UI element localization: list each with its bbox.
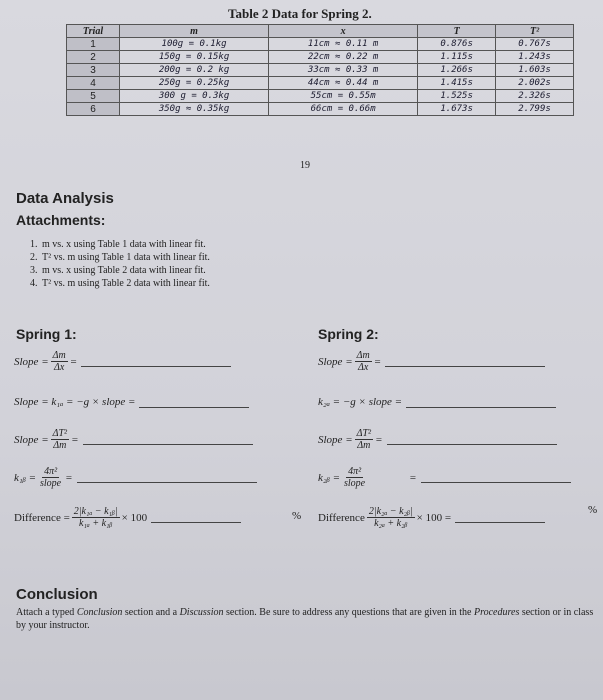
spring2-diff-label: Difference: [318, 511, 365, 524]
spring2-data-table: [66, 24, 574, 116]
answer-blank[interactable]: [77, 472, 257, 483]
frac-num: Δm: [356, 350, 370, 361]
cell-t2: 2.002s: [496, 77, 574, 90]
equals-sign: =: [375, 433, 383, 446]
frac-den: slope: [344, 478, 366, 489]
table-row: [67, 38, 574, 51]
table-row: [67, 51, 574, 64]
frac-num: 4π²: [44, 466, 58, 477]
cell-m: 300 g = 0.3kg: [120, 90, 269, 103]
header-x: x: [269, 25, 418, 38]
frac-num: 2|k₁ₐ − k₁ᵦ|: [73, 506, 118, 517]
frac-num: Δm: [52, 350, 66, 361]
cell-m: 150g = 0.15kg: [120, 51, 269, 64]
spring2-percent: %: [588, 504, 598, 516]
answer-blank[interactable]: [139, 397, 249, 408]
spring1-k-b: [14, 466, 257, 489]
spring2-slope-tm: [318, 428, 557, 451]
spring1-diff-label: Difference =: [14, 511, 70, 524]
list-item: 1. m vs. x using Table 1 data with linear fit.: [40, 238, 210, 251]
spring2-k-a: [318, 396, 556, 408]
frac-den: Δx: [358, 362, 369, 373]
equals-sign: =: [69, 355, 78, 368]
cell-t: 0.876s: [418, 38, 496, 51]
cell-trial: 2: [67, 51, 120, 64]
header-m: m: [120, 25, 269, 38]
list-item: 3. m vs. x using Table 2 data with linear fit.: [40, 264, 210, 277]
equals-sign: =: [373, 355, 382, 368]
fraction: [38, 466, 63, 489]
table-header-row: [67, 25, 574, 38]
cell-x: 11cm ≈ 0.11 m: [269, 38, 418, 51]
answer-blank[interactable]: [421, 472, 571, 483]
frac-den: Δm: [53, 440, 67, 451]
cell-m: 250g = 0.25kg: [120, 77, 269, 90]
spring1-k-a: [14, 396, 249, 408]
cell-t: 1.115s: [418, 51, 496, 64]
equals-sign: =: [65, 471, 73, 484]
data-analysis-heading: Data Analysis: [16, 190, 114, 207]
spring1-heading: Spring 1:: [16, 326, 77, 342]
table-row: [67, 64, 574, 77]
fraction: [51, 350, 68, 373]
spring1-slope2-label: Slope =: [14, 433, 49, 446]
header-trial: Trial: [67, 25, 120, 38]
cell-t2: 2.326s: [496, 90, 574, 103]
text-run: Attach a typed: [16, 607, 77, 618]
text-run: section. Be sure to address any questions that are given in the: [223, 607, 474, 618]
spring2-diff-tail: × 100 =: [416, 511, 452, 524]
frac-num: ΔT²: [52, 428, 68, 439]
cell-t: 1.266s: [418, 64, 496, 77]
frac-den: slope: [40, 478, 62, 489]
frac-den: Δm: [357, 440, 371, 451]
cell-t2: 2.799s: [496, 103, 574, 116]
header-t2: T²: [496, 25, 574, 38]
spring2-slope-label: Slope =: [318, 355, 353, 368]
equals-sign: =: [409, 471, 417, 484]
spring2-k-a-label: k₂ₐ = −g × slope =: [318, 396, 403, 408]
text-run-italic: Discussion: [179, 607, 224, 618]
fraction: [72, 506, 120, 529]
conclusion-heading: Conclusion: [16, 586, 98, 603]
cell-m: 350g ≈ 0.35kg: [120, 103, 269, 116]
cell-t2: 0.767s: [496, 38, 574, 51]
answer-blank[interactable]: [385, 356, 545, 367]
table-title: Table 2 Data for Spring 2.: [228, 6, 372, 21]
cell-x: 55cm = 0.55m: [269, 90, 418, 103]
cell-trial: 5: [67, 90, 120, 103]
list-item: 4. T² vs. m using Table 2 data with linear fit.: [40, 277, 210, 290]
answer-blank[interactable]: [151, 512, 241, 523]
conclusion-instructions: [16, 606, 596, 632]
answer-blank[interactable]: [406, 397, 556, 408]
text-run: section or in class by your instructor.: [16, 607, 594, 631]
cell-t2: 1.603s: [496, 64, 574, 77]
list-item: 2. T² vs. m using Table 1 data with linear fit.: [40, 251, 210, 264]
frac-den: Δx: [54, 362, 65, 373]
table-row: [67, 103, 574, 116]
frac-den: k₁ₐ + k₁ᵦ: [79, 518, 113, 529]
cell-m: 200g = 0.2 kg: [120, 64, 269, 77]
spring2-heading: Spring 2:: [318, 326, 379, 342]
answer-blank[interactable]: [455, 512, 545, 523]
table-row: [67, 77, 574, 90]
spring1-k-a-label: Slope = k₁ₐ = −g × slope =: [14, 396, 136, 408]
spring2-k-b-label: k₂ᵦ =: [318, 471, 341, 484]
cell-trial: 3: [67, 64, 120, 77]
text-run-italic: Procedures: [473, 607, 520, 618]
header-t: T: [418, 25, 496, 38]
spring1-percent: %: [292, 510, 302, 522]
spring2-k-b: [318, 466, 571, 489]
cell-x: 22cm ≈ 0.22 m: [269, 51, 418, 64]
spring1-slope-label: Slope =: [14, 355, 49, 368]
text-run-italic: Conclusion: [76, 607, 123, 618]
cell-x: 66cm = 0.66m: [269, 103, 418, 116]
cell-m: 100g = 0.1kg: [120, 38, 269, 51]
spring2-slope2-label: Slope =: [318, 433, 353, 446]
cell-trial: 6: [67, 103, 120, 116]
fraction: [51, 428, 69, 451]
spring1-slope-mx: [14, 350, 231, 373]
answer-blank[interactable]: [81, 356, 231, 367]
frac-num: ΔT²: [356, 428, 372, 439]
spring1-slope-tm: [14, 428, 253, 451]
cell-t: 1.525s: [418, 90, 496, 103]
cell-x: 44cm ≈ 0.44 m: [269, 77, 418, 90]
spring2-difference: [318, 506, 545, 529]
cell-t: 1.673s: [418, 103, 496, 116]
frac-num: 2|k₂ₐ − k₂ᵦ|: [368, 506, 413, 517]
cell-t: 1.415s: [418, 77, 496, 90]
spring1-diff-tail: × 100: [121, 511, 148, 524]
cell-x: 33cm ≈ 0.33 m: [269, 64, 418, 77]
table-row: [67, 90, 574, 103]
fraction: [367, 506, 415, 529]
cell-trial: 4: [67, 77, 120, 90]
page-number: 19: [300, 160, 310, 171]
frac-den: k₂ₐ + k₂ᵦ: [374, 518, 408, 529]
answer-blank[interactable]: [387, 434, 557, 445]
spring1-k-b-label: k₁ᵦ =: [14, 471, 37, 484]
spring1-difference: [14, 506, 241, 529]
cell-t2: 1.243s: [496, 51, 574, 64]
text-run: section and a: [122, 607, 180, 618]
cell-trial: 1: [67, 38, 120, 51]
fraction: [355, 350, 372, 373]
fraction: [355, 428, 373, 451]
frac-num: 4π²: [348, 466, 362, 477]
fraction: [342, 466, 367, 489]
attachments-list: [24, 238, 210, 290]
attachments-heading: Attachments:: [16, 212, 106, 228]
spring2-slope-mx: [318, 350, 545, 373]
equals-sign: =: [71, 433, 79, 446]
answer-blank[interactable]: [83, 434, 253, 445]
